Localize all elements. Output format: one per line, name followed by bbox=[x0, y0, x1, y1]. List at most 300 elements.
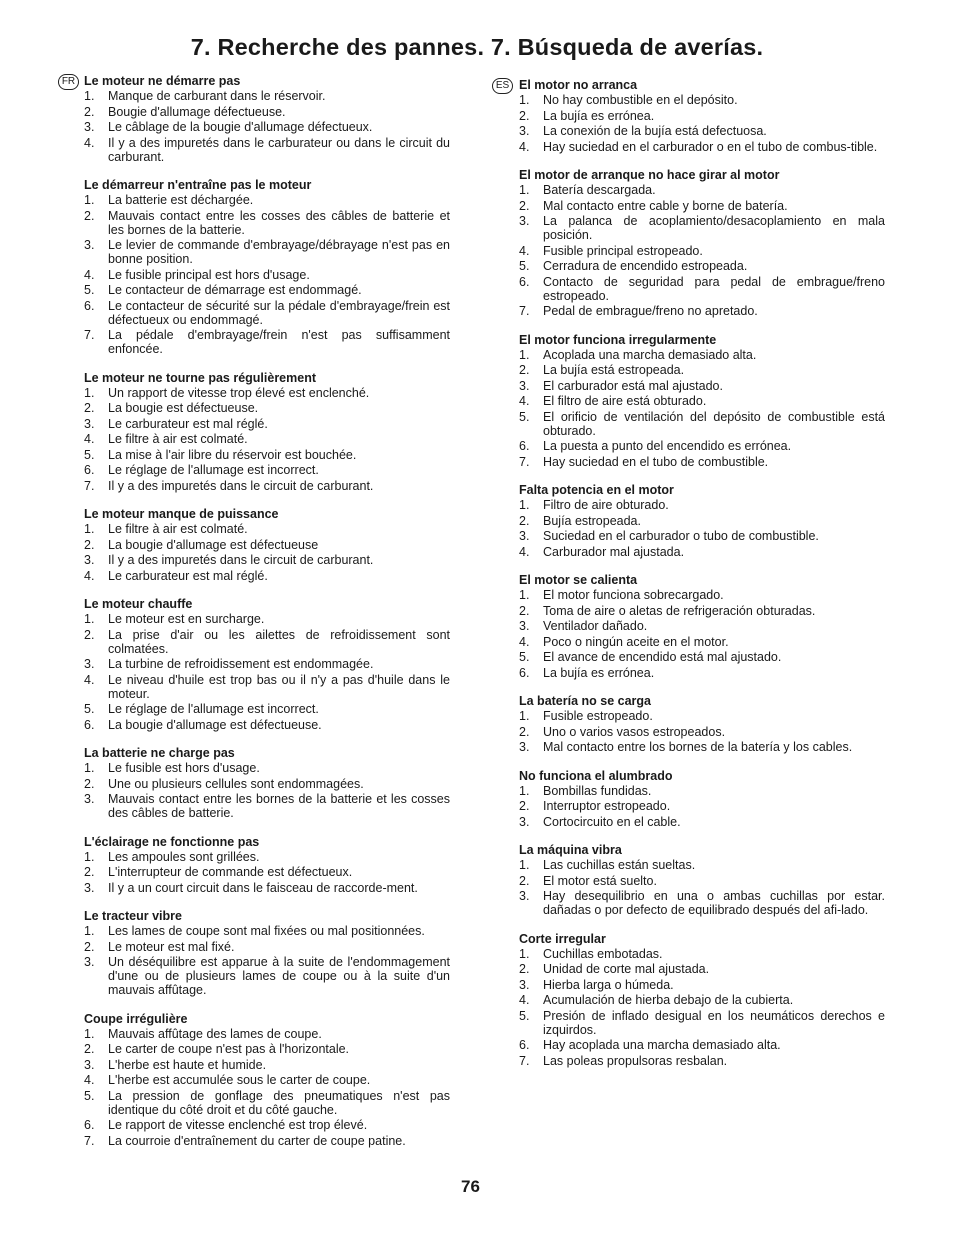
list-item bbox=[84, 865, 450, 879]
item-text: Le contacteur de démarrage est endommagé. bbox=[108, 283, 362, 297]
item-number: 2. bbox=[519, 603, 530, 618]
item-number: 3. bbox=[519, 740, 530, 754]
item-text: Acoplada una marcha demasiado alta. bbox=[543, 347, 757, 362]
item-text: Las cuchillas están sueltas. bbox=[543, 858, 696, 872]
list-item bbox=[84, 673, 450, 701]
list-item bbox=[519, 124, 885, 138]
item-number: 2. bbox=[519, 198, 530, 213]
item-number: 6. bbox=[519, 1038, 530, 1052]
section-title: El motor funciona irregularmente bbox=[519, 332, 717, 347]
section-title: Le moteur chauffe bbox=[84, 597, 193, 611]
page-number: 76 bbox=[461, 1177, 480, 1196]
list-item bbox=[519, 740, 885, 754]
item-text: Le levier de commande d'embrayage/débrayage n'est pas en bonne position. bbox=[108, 238, 450, 266]
list-item bbox=[84, 479, 450, 493]
cause-list bbox=[519, 93, 885, 154]
list-item bbox=[519, 275, 885, 303]
item-number: 7. bbox=[519, 304, 530, 318]
item-number: 5. bbox=[84, 447, 95, 462]
section-title: Corte irregular bbox=[519, 931, 606, 946]
item-text: Mal contacto entre los bornes de la batería y los cables. bbox=[543, 740, 853, 754]
item-text: Un rapport de vitesse trop élevé est enclenché. bbox=[108, 385, 370, 400]
item-number: 3. bbox=[519, 619, 530, 633]
item-text: Il y a des impuretés dans le carburateur ou dans le circuit du carburant. bbox=[108, 135, 450, 164]
troubleshooting-section bbox=[84, 909, 450, 997]
troubleshooting-section bbox=[519, 932, 885, 1068]
item-text: Cerradura de encendido estropeada. bbox=[543, 259, 748, 273]
list-item bbox=[519, 244, 885, 258]
troubleshooting-section bbox=[519, 333, 885, 469]
item-number: 5. bbox=[84, 702, 95, 716]
item-text: Las poleas propulsoras resbalan. bbox=[543, 1053, 728, 1068]
list-item bbox=[84, 448, 450, 462]
item-text: La prise d'air ou les ailettes de refroidissement sont colmatées. bbox=[108, 627, 450, 656]
troubleshooting-section bbox=[84, 1012, 450, 1148]
spanish-column bbox=[519, 78, 885, 1082]
item-text: La conexión de la bujía está defectuosa. bbox=[543, 124, 767, 138]
list-item bbox=[519, 379, 885, 393]
item-number: 2. bbox=[84, 865, 95, 879]
section-title: El motor no arranca bbox=[519, 78, 638, 92]
list-item bbox=[519, 799, 885, 813]
item-text: La bougie est défectueuse. bbox=[108, 401, 259, 415]
item-number: 1. bbox=[519, 588, 530, 602]
item-text: La puesta a punto del encendido es errónea. bbox=[543, 439, 792, 453]
list-item bbox=[84, 268, 450, 282]
list-item bbox=[84, 657, 450, 671]
item-text: Mauvais contact entre les bornes de la batterie et les cosses des câbles de batterie. bbox=[108, 792, 450, 820]
item-number: 3. bbox=[519, 814, 530, 829]
list-item bbox=[519, 604, 885, 618]
item-number: 1. bbox=[519, 183, 530, 197]
list-item bbox=[519, 725, 885, 739]
cause-list bbox=[519, 947, 885, 1068]
item-text: Le contacteur de sécurité sur la pédale d'embrayage/frein est défectueux ou endommagé. bbox=[108, 298, 450, 327]
item-number: 4. bbox=[84, 672, 95, 687]
item-text: Fusible estropeado. bbox=[543, 709, 653, 723]
list-item bbox=[84, 1073, 450, 1087]
item-number: 3. bbox=[84, 792, 95, 806]
section-title: Le moteur manque de puissance bbox=[84, 507, 279, 521]
item-text: Bujía estropeada. bbox=[543, 513, 641, 528]
item-number: 2. bbox=[519, 799, 530, 813]
item-text: La pédale d'embrayage/frein n'est pas suffisamment enfoncée. bbox=[108, 328, 450, 356]
list-item bbox=[519, 666, 885, 680]
item-number: 2. bbox=[519, 108, 530, 123]
item-number: 4. bbox=[84, 432, 95, 446]
item-number: 4. bbox=[519, 243, 530, 258]
item-number: 3. bbox=[84, 553, 95, 567]
item-number: 1. bbox=[519, 783, 530, 798]
item-number: 1. bbox=[84, 1026, 95, 1041]
cause-list bbox=[519, 348, 885, 469]
item-number: 2. bbox=[84, 1042, 95, 1056]
item-number: 3. bbox=[519, 889, 530, 903]
item-text: El carburador está mal ajustado. bbox=[543, 378, 723, 393]
troubleshooting-section bbox=[519, 483, 885, 559]
cause-list bbox=[84, 193, 450, 356]
item-number: 1. bbox=[84, 193, 95, 207]
section-title: Le démarreur n'entraîne pas le moteur bbox=[84, 178, 312, 192]
item-number: 4. bbox=[519, 139, 530, 154]
list-item bbox=[84, 105, 450, 119]
item-text: Le câblage de la bougie d'allumage défectueux. bbox=[108, 120, 373, 134]
item-text: Acumulación de hierba debajo de la cubierta. bbox=[543, 993, 794, 1007]
item-number: 2. bbox=[84, 627, 95, 642]
item-text: L'interrupteur de commande est défectueux. bbox=[108, 865, 353, 879]
item-number: 3. bbox=[519, 977, 530, 992]
item-text: Le carburateur est mal réglé. bbox=[108, 416, 268, 431]
item-number: 4. bbox=[519, 394, 530, 408]
list-item bbox=[84, 136, 450, 164]
item-text: Il y a des impuretés dans le circuit de carburant. bbox=[108, 478, 374, 493]
list-item bbox=[519, 978, 885, 992]
item-text: El motor está suelto. bbox=[543, 873, 657, 888]
item-number: 2. bbox=[519, 363, 530, 377]
section-title: La batterie ne charge pas bbox=[84, 746, 235, 760]
item-number: 2. bbox=[519, 873, 530, 888]
item-text: La turbine de refroidissement est endommagée. bbox=[108, 657, 374, 671]
item-text: Hay suciedad en el tubo de combustible. bbox=[543, 454, 769, 469]
list-item bbox=[84, 924, 450, 938]
list-item bbox=[519, 498, 885, 512]
list-item bbox=[519, 889, 885, 917]
item-number: 1. bbox=[84, 612, 95, 626]
cause-list bbox=[84, 612, 450, 732]
list-item bbox=[84, 238, 450, 266]
list-item bbox=[84, 401, 450, 415]
item-text: La mise à l'air libre du réservoir est bouchée. bbox=[108, 447, 357, 462]
list-item bbox=[519, 214, 885, 242]
item-number: 5. bbox=[519, 650, 530, 664]
item-number: 4. bbox=[84, 267, 95, 282]
item-text: Carburador mal ajustada. bbox=[543, 544, 685, 559]
item-text: Une ou plusieurs cellules sont endommagées. bbox=[108, 776, 364, 791]
item-text: La palanca de acoplamiento/desacoplamiento en mala posición. bbox=[543, 214, 885, 242]
troubleshooting-section bbox=[519, 694, 885, 754]
cause-list bbox=[84, 1027, 450, 1148]
item-number: 7. bbox=[519, 1053, 530, 1068]
item-text: Ventilador dañado. bbox=[543, 619, 648, 633]
item-number: 3. bbox=[84, 238, 95, 252]
list-item bbox=[84, 702, 450, 716]
item-text: Le réglage de l'allumage est incorrect. bbox=[108, 702, 319, 716]
item-number: 1. bbox=[84, 761, 95, 775]
item-number: 1. bbox=[519, 709, 530, 723]
item-number: 4. bbox=[519, 544, 530, 559]
list-item bbox=[84, 1118, 450, 1132]
cause-list bbox=[519, 498, 885, 559]
troubleshooting-section bbox=[519, 769, 885, 829]
list-item bbox=[519, 455, 885, 469]
list-item bbox=[84, 553, 450, 567]
item-text: L'herbe est haute et humide. bbox=[108, 1057, 267, 1072]
list-item bbox=[519, 1009, 885, 1037]
item-number: 4. bbox=[519, 993, 530, 1007]
item-text: Presión de inflado desigual en los neumáticos derechos e izquirdos. bbox=[543, 1008, 885, 1037]
troubleshooting-section bbox=[84, 507, 450, 583]
item-text: Hay acoplada una marcha demasiado alta. bbox=[543, 1038, 781, 1052]
troubleshooting-section bbox=[84, 835, 450, 895]
item-number: 1. bbox=[519, 347, 530, 362]
item-number: 2. bbox=[84, 208, 95, 223]
item-text: Cuchillas embotadas. bbox=[543, 946, 663, 961]
item-text: La bougie d'allumage est défectueuse bbox=[108, 537, 319, 552]
item-number: 7. bbox=[84, 478, 95, 493]
cause-list bbox=[84, 850, 450, 895]
list-item bbox=[84, 89, 450, 103]
item-text: El avance de encendido está mal ajustado. bbox=[543, 650, 782, 664]
item-number: 3. bbox=[84, 416, 95, 431]
list-item bbox=[84, 628, 450, 656]
list-item bbox=[84, 1058, 450, 1072]
list-item bbox=[84, 417, 450, 431]
list-item bbox=[519, 962, 885, 976]
troubleshooting-section bbox=[84, 746, 450, 820]
list-item bbox=[84, 569, 450, 583]
list-item bbox=[519, 199, 885, 213]
list-item bbox=[519, 650, 885, 664]
item-text: Le niveau d'huile est trop bas ou il n'y a pas d'huile dans le moteur. bbox=[108, 672, 450, 701]
item-text: Le carburateur est mal réglé. bbox=[108, 568, 268, 583]
list-item bbox=[519, 619, 885, 633]
list-item bbox=[84, 940, 450, 954]
item-number: 3. bbox=[84, 955, 95, 969]
list-item bbox=[84, 612, 450, 626]
item-number: 2. bbox=[84, 776, 95, 791]
cause-list bbox=[84, 386, 450, 493]
item-text: Hay suciedad en el carburador o en el tubo de combus-tible. bbox=[543, 139, 878, 154]
cause-list bbox=[84, 522, 450, 583]
item-text: Hay desequilibrio en una o ambas cuchillas por estar. dañadas o por defecto de equilibrado después del afi-lado. bbox=[543, 889, 885, 917]
item-number: 4. bbox=[84, 568, 95, 583]
list-item bbox=[84, 777, 450, 791]
cause-list bbox=[84, 924, 450, 997]
item-number: 6. bbox=[84, 298, 95, 313]
item-number: 5. bbox=[519, 259, 530, 273]
item-number: 3. bbox=[84, 880, 95, 895]
list-item bbox=[519, 947, 885, 961]
item-number: 3. bbox=[519, 529, 530, 543]
list-item bbox=[84, 1134, 450, 1148]
list-item bbox=[84, 850, 450, 864]
cause-list bbox=[519, 709, 885, 754]
section-title: Coupe irrégulière bbox=[84, 1011, 188, 1026]
item-number: 6. bbox=[519, 439, 530, 453]
item-number: 3. bbox=[519, 214, 530, 228]
item-text: Mal contacto entre cable y borne de batería. bbox=[543, 198, 788, 213]
language-badge-fr: FR bbox=[58, 74, 79, 90]
list-item bbox=[519, 784, 885, 798]
item-number: 4. bbox=[84, 135, 95, 150]
section-title: Le moteur ne démarre pas bbox=[84, 74, 241, 88]
item-text: Mauvais contact entre les cosses des câbles de batterie et les bornes de la batterie. bbox=[108, 208, 450, 237]
french-column bbox=[84, 74, 450, 1162]
item-number: 2. bbox=[519, 724, 530, 739]
list-item bbox=[519, 140, 885, 154]
item-number: 1. bbox=[519, 93, 530, 107]
list-item bbox=[519, 588, 885, 602]
cause-list bbox=[519, 588, 885, 680]
item-text: La bougie d'allumage est défectueuse. bbox=[108, 717, 322, 732]
item-number: 1. bbox=[84, 849, 95, 864]
item-text: Le filtre à air est colmaté. bbox=[108, 432, 248, 446]
item-text: La courroie d'entraînement du carter de coupe patine. bbox=[108, 1133, 406, 1148]
section-title: La batería no se carga bbox=[519, 694, 652, 708]
item-text: Il y a des impuretés dans le circuit de carburant. bbox=[108, 553, 374, 567]
item-number: 7. bbox=[84, 1133, 95, 1148]
list-item bbox=[84, 386, 450, 400]
list-item bbox=[84, 328, 450, 356]
list-item bbox=[519, 545, 885, 559]
item-text: Le fusible principal est hors d'usage. bbox=[108, 267, 310, 282]
item-text: Toma de aire o aletas de refrigeración obturadas. bbox=[543, 603, 816, 618]
item-text: Bougie d'allumage défectueuse. bbox=[108, 104, 286, 119]
item-text: Hierba larga o húmeda. bbox=[543, 977, 674, 992]
list-item bbox=[84, 120, 450, 134]
item-number: 2. bbox=[84, 401, 95, 415]
list-item bbox=[84, 792, 450, 820]
item-text: Interruptor estropeado. bbox=[543, 799, 671, 813]
list-item bbox=[519, 874, 885, 888]
item-text: Le rapport de vitesse enclenché est trop élevé. bbox=[108, 1118, 368, 1132]
item-text: Manque de carburant dans le réservoir. bbox=[108, 89, 326, 103]
list-item bbox=[84, 1042, 450, 1056]
list-item bbox=[519, 304, 885, 318]
item-number: 4. bbox=[84, 1073, 95, 1087]
list-item bbox=[519, 709, 885, 723]
item-text: Batería descargada. bbox=[543, 183, 656, 197]
item-text: L'herbe est accumulée sous le carter de coupe. bbox=[108, 1073, 371, 1087]
item-text: Unidad de corte mal ajustada. bbox=[543, 962, 710, 976]
item-text: Le carter de coupe n'est pas à l'horizontale. bbox=[108, 1042, 350, 1056]
item-number: 6. bbox=[84, 463, 95, 477]
language-badge-es: ES bbox=[492, 78, 513, 94]
item-text: Mauvais affûtage des lames de coupe. bbox=[108, 1026, 322, 1041]
cause-list bbox=[84, 89, 450, 164]
list-item bbox=[519, 993, 885, 1007]
item-text: Poco o ningún aceite en el motor. bbox=[543, 634, 729, 649]
item-number: 1. bbox=[519, 498, 530, 512]
item-number: 5. bbox=[519, 1008, 530, 1023]
item-number: 1. bbox=[84, 89, 95, 103]
item-text: Uno o varios vasos estropeados. bbox=[543, 724, 726, 739]
list-item bbox=[84, 463, 450, 477]
list-item bbox=[519, 858, 885, 872]
item-number: 3. bbox=[519, 124, 530, 138]
list-item bbox=[519, 363, 885, 377]
list-item bbox=[519, 1038, 885, 1052]
item-number: 7. bbox=[84, 328, 95, 342]
list-item bbox=[84, 283, 450, 297]
list-item bbox=[519, 514, 885, 528]
list-item bbox=[84, 193, 450, 207]
item-number: 2. bbox=[84, 104, 95, 119]
item-number: 3. bbox=[84, 1057, 95, 1072]
item-number: 2. bbox=[84, 537, 95, 552]
troubleshooting-section bbox=[84, 597, 450, 732]
list-item bbox=[84, 209, 450, 237]
item-text: La batterie est déchargée. bbox=[108, 193, 254, 207]
list-item bbox=[519, 635, 885, 649]
list-item bbox=[84, 432, 450, 446]
list-item bbox=[519, 259, 885, 273]
item-number: 6. bbox=[84, 717, 95, 732]
troubleshooting-section bbox=[84, 371, 450, 493]
troubleshooting-section bbox=[519, 168, 885, 318]
list-item bbox=[519, 183, 885, 197]
item-number: 5. bbox=[84, 1088, 95, 1103]
list-item bbox=[519, 93, 885, 107]
list-item bbox=[519, 815, 885, 829]
item-text: Les ampoules sont grillées. bbox=[108, 849, 260, 864]
item-text: Filtro de aire obturado. bbox=[543, 498, 669, 512]
list-item bbox=[84, 761, 450, 775]
section-title: La máquina vibra bbox=[519, 843, 622, 857]
list-item bbox=[84, 299, 450, 327]
item-number: 7. bbox=[519, 454, 530, 469]
list-item bbox=[519, 394, 885, 408]
troubleshooting-section bbox=[519, 78, 885, 154]
item-number: 6. bbox=[84, 1118, 95, 1132]
list-item bbox=[519, 1054, 885, 1068]
item-number: 1. bbox=[84, 522, 95, 536]
list-item bbox=[84, 1089, 450, 1117]
item-number: 1. bbox=[519, 946, 530, 961]
section-title: Le moteur ne tourne pas régulièrement bbox=[84, 370, 316, 385]
section-title: Le tracteur vibre bbox=[84, 909, 182, 923]
list-item bbox=[84, 1027, 450, 1041]
troubleshooting-section bbox=[519, 843, 885, 917]
cause-list bbox=[84, 761, 450, 820]
item-number: 2. bbox=[84, 939, 95, 954]
troubleshooting-section bbox=[519, 573, 885, 680]
item-text: La pression de gonflage des pneumatiques n'est pas identique du côté droit et du côté gauche. bbox=[108, 1088, 450, 1117]
list-item bbox=[84, 955, 450, 997]
item-text: Il y a un court circuit dans le faisceau de raccorde-ment. bbox=[108, 880, 418, 895]
item-text: La bujía es errónea. bbox=[543, 665, 655, 680]
troubleshooting-section bbox=[84, 74, 450, 164]
item-number: 3. bbox=[84, 120, 95, 134]
item-text: El orificio de ventilación del depósito de combustible está obturado. bbox=[543, 409, 885, 438]
list-item bbox=[84, 881, 450, 895]
item-text: Cortocircuito en el cable. bbox=[543, 814, 681, 829]
item-text: No hay combustible en el depósito. bbox=[543, 93, 738, 107]
item-number: 6. bbox=[519, 665, 530, 680]
list-item bbox=[519, 439, 885, 453]
list-item bbox=[519, 529, 885, 543]
item-text: La bujía está estropeada. bbox=[543, 363, 685, 377]
item-text: Le filtre à air est colmaté. bbox=[108, 522, 248, 536]
page-title: 7. Recherche des pannes. 7. Búsqueda de averías. bbox=[190, 34, 764, 60]
item-number: 3. bbox=[519, 378, 530, 393]
list-item bbox=[519, 109, 885, 123]
item-text: Contacto de seguridad para pedal de embrague/freno estropeado. bbox=[543, 274, 885, 303]
item-text: Pedal de embrague/freno no apretado. bbox=[543, 304, 758, 318]
item-text: Bombillas fundidas. bbox=[543, 783, 652, 798]
section-title: Falta potencia en el motor bbox=[519, 483, 674, 497]
list-item bbox=[84, 522, 450, 536]
list-item bbox=[84, 538, 450, 552]
item-number: 2. bbox=[519, 513, 530, 528]
section-title: No funciona el alumbrado bbox=[519, 768, 673, 783]
item-number: 1. bbox=[519, 858, 530, 872]
section-title: El motor de arranque no hace girar al motor bbox=[519, 168, 780, 182]
item-text: Le fusible est hors d'usage. bbox=[108, 761, 260, 775]
item-number: 3. bbox=[84, 657, 95, 671]
list-item bbox=[519, 348, 885, 362]
section-title: L'éclairage ne fonctionne pas bbox=[84, 834, 260, 849]
